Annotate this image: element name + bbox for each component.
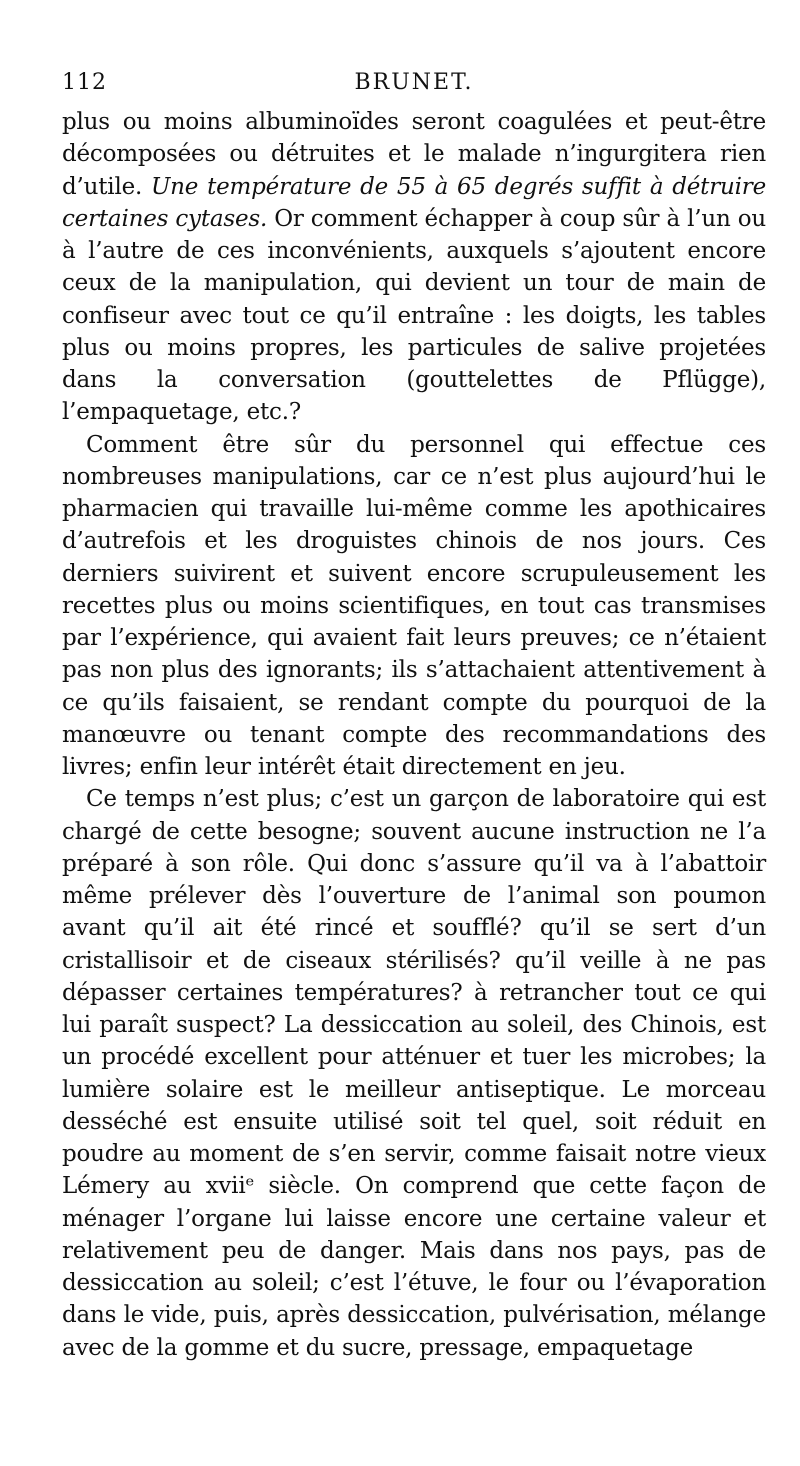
paragraph-2: Comment être sûr du personnel qui effectue ces nombreuses manipulations, car ce n’est plus aujourd’hui le pharmacien qui travaille lui-même comme les apothicaires d’autrefois et les droguistes chinois de nos jours. Ces derniers suivirent et suivent encore scrupuleusement les recettes plus ou moins scientifiques, en tout cas transmises par l’expérience, qui avaient fait leurs preuves; ce n’étaient pas non plus des ignorants; ils s’attachaient attentivement à ce qu’ils faisaient, se rendant compte du pourquoi de la manœuvre ou tenant compte des recommandations des livres; enfin leur intérêt était directement en jeu. — [62, 431, 766, 780]
page-number: 112 — [62, 70, 107, 95]
paragraph-1-text-before: plus ou moins albuminoïdes seront coagulées et peut-être décomposées ou détruites et le malade n’ingurgitera rien d’utile. — [62, 109, 766, 200]
paragraph-1-italic-sentence: Une température de 55 à 65 degrés suffit à détruire certaines cytases. — [62, 173, 766, 232]
paragraph-1-text-after: Or comment échapper à coup sûr à l’un ou à l’autre de ces inconvénients, auxquels s’ajoutent encore ceux de la manipulation, qui devient un tour de main de confiseur avec tout ce qu’il entraîne : les doigts, les tables plus ou moins propres, les particules de salive projetées dans la conversation (gouttelettes de Pflügge), l’empaquetage, etc.? — [62, 205, 766, 426]
paragraph-3: Ce temps n’est plus; c’est un garçon de laboratoire qui est chargé de cette besogne; souvent aucune instruction ne l’a préparé à son rôle. Qui donc s’assure qu’il va à l’abattoir même prélever dès l’ouverture de l’animal son poumon avant qu’il ait été rincé et soufflé? qu’il se sert d’un cristallisoir et de ciseaux stérilisés? qu’il veille à ne pas dépasser certaines températures? à retrancher tout ce qui lui paraît suspect? La dessiccation au soleil, des Chinois, est un procédé excellent pour atténuer et tuer les microbes; la lumière solaire est le meilleur antiseptique. Le morceau desséché est ensuite utilisé soit tel quel, soit réduit en poudre au moment de s’en servir, comme faisait notre vieux Lémery au xviiᵉ siècle. On comprend que cette façon de ménager l’organe lui laisse encore une certaine valeur et relativement peu de danger. Mais dans nos pays, pas de dessiccation au soleil; c’est l’étuve, le four ou l’évaporation dans le vide, puis, après dessiccation, pulvérisation, mélange avec de la gomme et du sucre, pressage, empaquetage — [62, 786, 766, 1361]
book-page — [62, 66, 766, 1364]
running-title: BRUNET. — [354, 70, 474, 95]
running-head — [62, 66, 766, 106]
body-text — [62, 106, 766, 1364]
paragraph-1 — [62, 106, 766, 429]
